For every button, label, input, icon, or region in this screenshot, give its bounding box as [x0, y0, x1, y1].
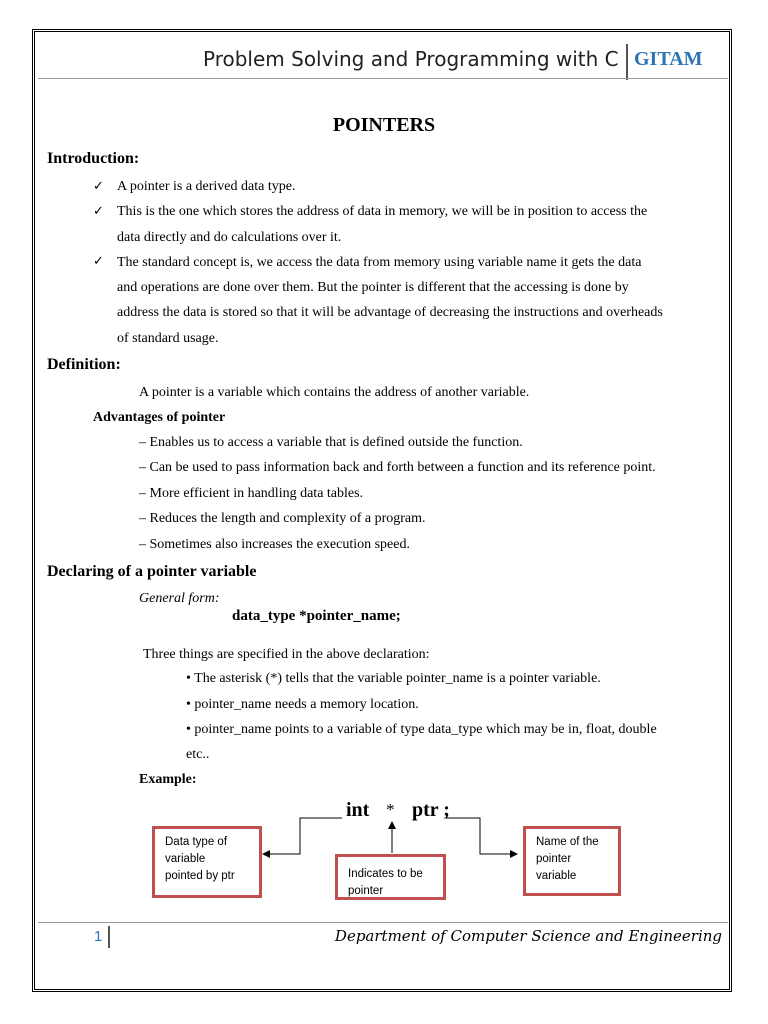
general-form-label: General form:	[139, 591, 220, 606]
data-type-box-line: variable	[165, 853, 206, 865]
definition-heading: Definition:	[47, 356, 121, 373]
introduction-heading: Introduction:	[47, 150, 140, 167]
advantage-item: – Can be used to pass information back and forth between a function and its reference point.	[139, 460, 656, 475]
checkmark-icon: ✓	[93, 179, 104, 194]
advantage-item: – Sometimes also increases the execution speed.	[139, 537, 410, 552]
data-type-box	[152, 826, 262, 898]
header-title: Problem Solving and Programming with C	[203, 47, 619, 71]
intro-bullet-3-line-2: and operations are done over them. But the pointer is different that the accessing is done by	[117, 280, 629, 295]
advantage-item: – More efficient in handling data tables.	[139, 486, 364, 501]
arrow-to-data-type	[263, 818, 342, 854]
pointer-indicator-line: Indicates to be	[348, 868, 423, 880]
intro-bullet-2-line-1: This is the one which stores the address of data in memory, we will be in position to access the	[117, 204, 648, 219]
pointer-name-box-line: Name of the	[536, 836, 599, 848]
checkmark-icon: ✓	[93, 204, 104, 219]
pointer-name-box-line: variable	[536, 870, 577, 882]
declaration-point: • pointer_name needs a memory location.	[186, 697, 419, 712]
intro-bullet-3-line-4: of standard usage.	[117, 331, 219, 346]
pointer-indicator-box	[335, 854, 446, 900]
intro-bullet-3-line-3: address the data is stored so that it will be advantage of decreasing the instructions and overheads	[117, 305, 663, 320]
footer-rule	[38, 922, 728, 923]
pointer-name-box	[523, 826, 621, 896]
declaration-intro: Three things are specified in the above declaration:	[143, 647, 430, 662]
code-ptr: ptr ;	[412, 799, 450, 821]
page-title: POINTERS	[332, 114, 436, 136]
code-asterisk: *	[386, 800, 395, 819]
footer-separator	[108, 926, 110, 948]
declaration-point-continued: etc..	[186, 747, 210, 762]
data-type-box-line: pointed by ptr	[165, 870, 235, 882]
advantages-heading: Advantages of pointer	[93, 410, 226, 425]
example-label: Example:	[139, 772, 197, 787]
definition-text: A pointer is a variable which contains the address of another variable.	[139, 385, 530, 400]
arrow-to-pointer-name	[446, 818, 517, 854]
intro-bullet-1: A pointer is a derived data type.	[117, 179, 296, 194]
pointer-name-box-line: pointer	[536, 853, 572, 865]
page-number: 1	[94, 928, 103, 945]
advantage-item: – Reduces the length and complexity of a program.	[139, 511, 426, 526]
declaration-point: • pointer_name points to a variable of type data_type which may be in, float, double	[186, 722, 657, 737]
declaring-heading: Declaring of a pointer variable	[47, 563, 257, 580]
footer-department: Department of Computer Science and Engineering	[334, 927, 722, 945]
pointer-indicator-line: pointer	[348, 885, 384, 897]
checkmark-icon: ✓	[93, 254, 104, 269]
header-org-name: GITAM	[634, 48, 703, 70]
intro-bullet-3-line-1: The standard concept is, we access the data from memory using variable name it gets the data	[117, 255, 642, 270]
data-type-box-line: Data type of	[165, 836, 228, 848]
code-int: int	[346, 799, 370, 821]
intro-bullet-2-line-2: data directly and do calculations over it.	[117, 230, 342, 245]
declaration-syntax: data_type *pointer_name;	[232, 608, 401, 624]
declaration-point: • The asterisk (*) tells that the variable pointer_name is a pointer variable.	[186, 671, 601, 686]
advantage-item: – Enables us to access a variable that is defined outside the function.	[139, 435, 523, 450]
